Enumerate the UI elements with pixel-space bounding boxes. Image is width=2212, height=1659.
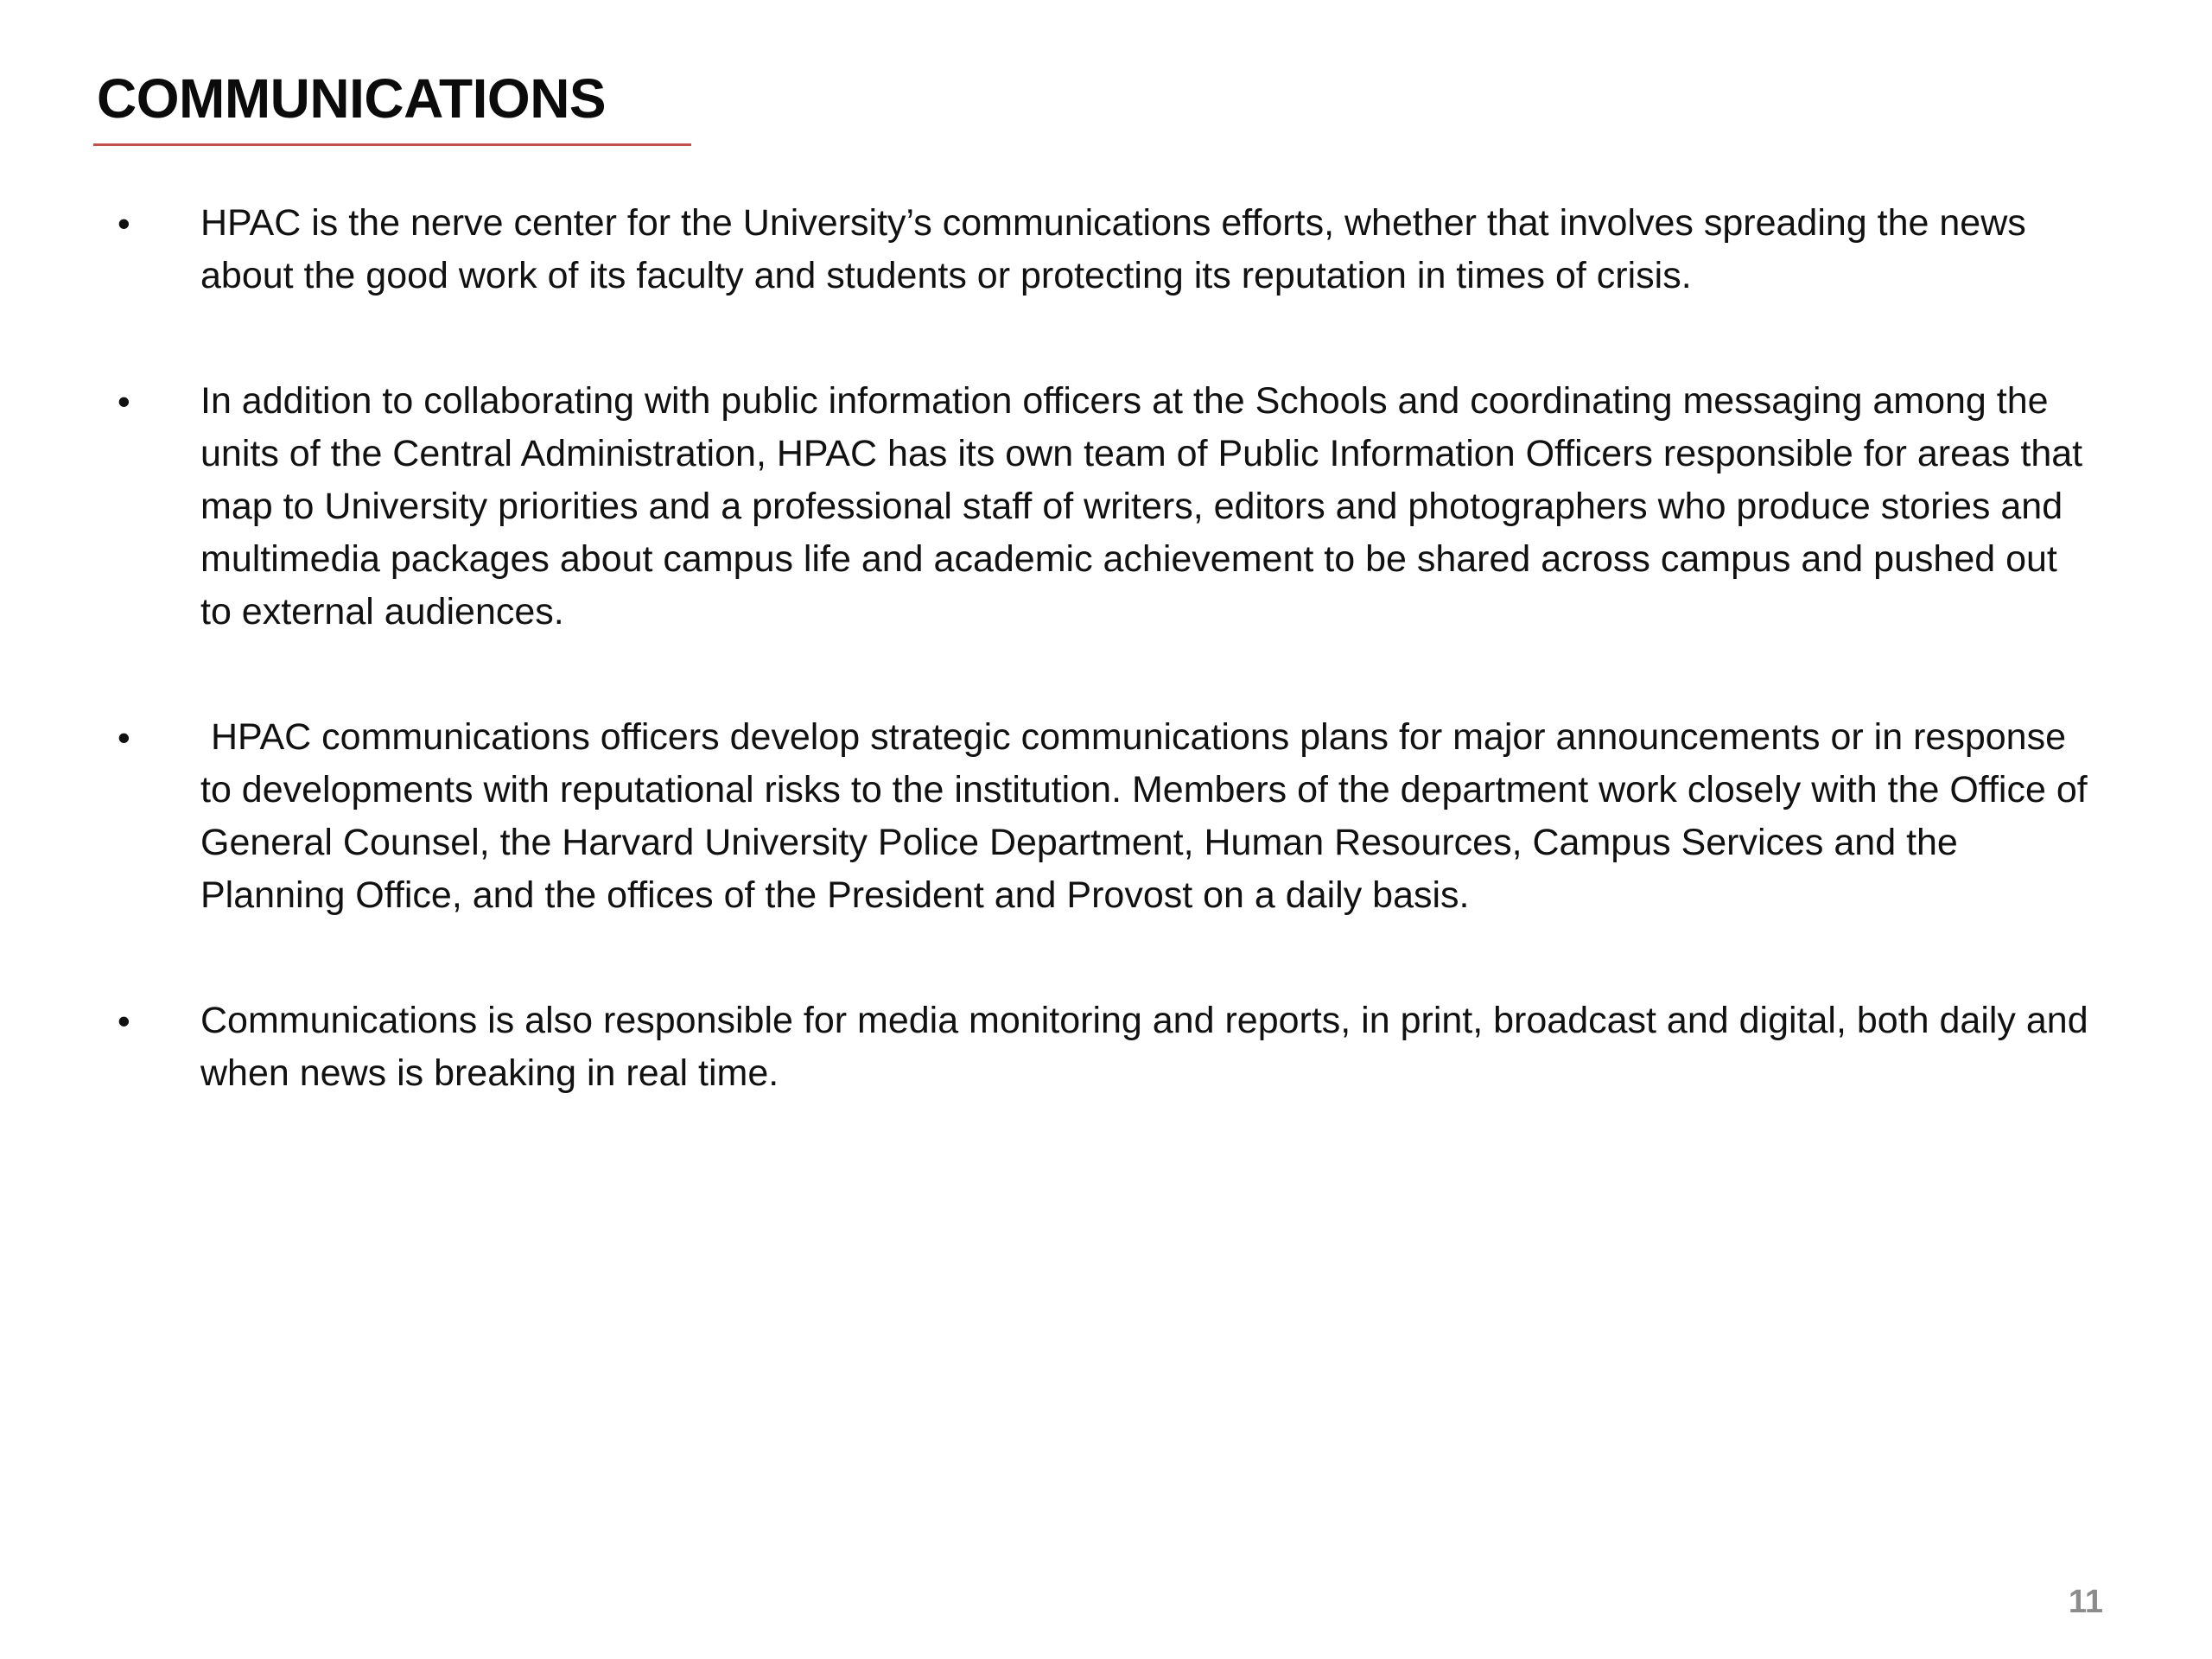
bullet-item-media-monitoring (112, 995, 2099, 1100)
bullet-item-collaboration (112, 375, 2094, 639)
bullet-item-nerve-center (112, 197, 2091, 302)
bullet-marker: • (118, 1001, 130, 1041)
title-underline (93, 143, 691, 146)
bullet-text: In addition to collaborating with public information officers at the Schools and coordinating messaging among the units of the Central Administration, HPAC has its own team of Public Information Officers responsible for areas that map to University priorities and a professional staff of writers, editors and photographers who produce stories and multimedia packages about campus life and academic achievement to be shared across campus and pushed out to external audiences. (200, 380, 2094, 632)
bullet-marker: • (118, 381, 130, 422)
bullet-text: Communications is also responsible for media monitoring and reports, in print, broadcast and digital, both daily and when news is breaking in real time. (200, 1000, 2099, 1094)
bullet-list (112, 197, 2099, 1173)
page-number: 11 (2068, 1584, 2103, 1620)
slide-title: COMMUNICATIONS (97, 67, 607, 130)
bullet-marker: • (118, 203, 130, 244)
bullet-marker: • (118, 717, 130, 758)
bullet-item-strategic-plans (112, 711, 2098, 922)
bullet-text: HPAC communications officers develop strategic communications plans for major announcements or in response to developments with reputational risks to the institution. Members of the department work closely with the Office of General Counsel, the Harvard University Police Department, Human Resources, Campus Services and the Planning Office, and the offices of the President and Provost on a daily basis. (200, 716, 2098, 916)
bullet-text: HPAC is the nerve center for the University’s communications efforts, whether that involves spreading the news about the good work of its faculty and students or protecting its reputation in times of crisis. (200, 202, 2037, 296)
